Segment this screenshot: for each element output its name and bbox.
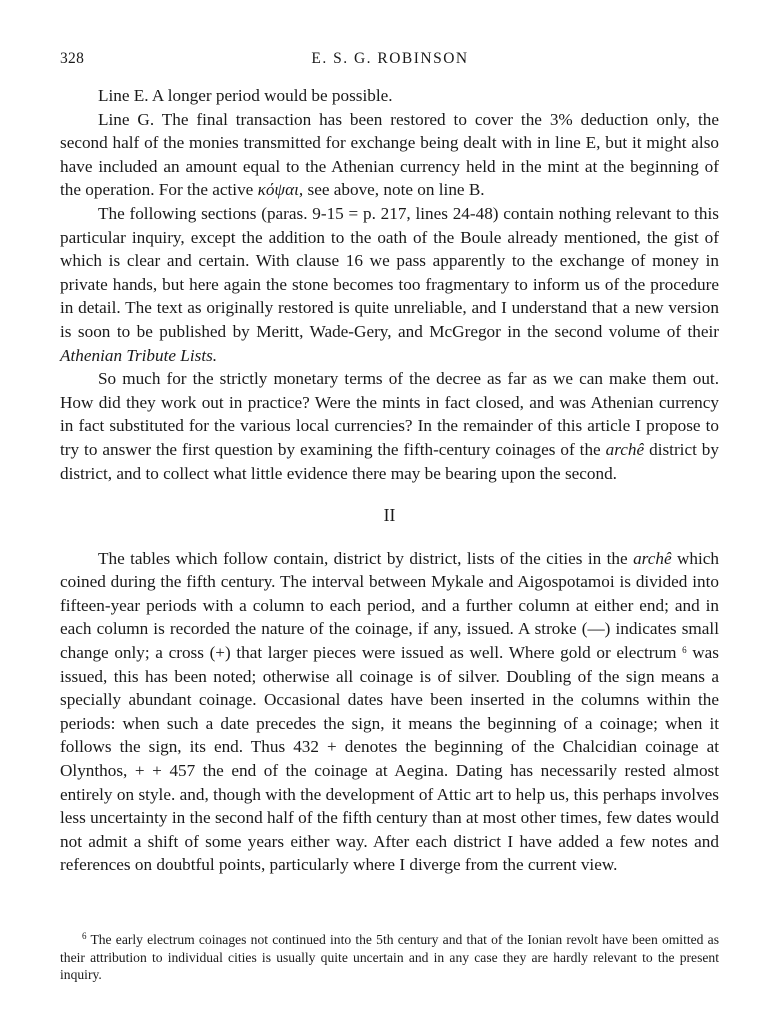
paragraph-tables [60,547,719,877]
greek-word: κόψαι, [257,180,304,200]
tables-text: The tables which follow contain, district by district, lists of the cities in the [98,548,628,568]
footnote-marker: 6 [82,931,87,941]
footnote-reference[interactable]: 6 [682,645,687,656]
footnote [60,931,719,984]
page-header [60,50,720,72]
arche-term: archê [633,548,672,568]
sections-text: The following sections (paras. 9-15 = p. 217, lines 24-48) contain nothing relevant to this particular inquiry, except the addition to the oath of the Boule already mentioned, the gist of which is clear and certain. With clause 16 we pass apparently to the exchange of money in private hands, but here again the stone becomes too fragmentary to inform us of the procedure in detail. The text as originally restored is quite unreliable, and I understand that a new version is soon to be published by Meritt, Wade-Gery, and McGregor in the second volume of their [60,203,719,341]
tables-end-text: was issued, this has been noted; otherwise all coinage is of silver. Doubling of the sign means a specially abundant coinage. Occasional dates have been inserted in the columns within the periods: when such a date precedes the sign, it means the beginning of a coinage; when it follows the sign, its end. Thus 432 + denotes the beginning of the Chalcidian coinage at Olynthos, + + 457 the end of the coinage at Aegina. Dating has necessarily rested almost entirely on style. and, though with the development of Attic art to help us, this perhaps involves less uncertainty in the second half of the fifth century than at most other times, few dates would not admit a shift of some years either way. After each district I have added a few notes and references on doubtful points, particularly where I diverge from the current view. [60,643,719,875]
running-head: E. S. G. ROBINSON [311,50,469,67]
footnote-text: The early electrum coinages not continued into the 5th century and that of the Ionian revolt have been omitted as their attribution to individual cities is usually quite uncertain and in any case they are hardly relevant to the present inquiry. [60,932,719,982]
so-much-end-text: district by district, and to collect what little evidence there may be bearing upon the second. [60,439,719,483]
line-e-text: Line E. A longer period would be possible. [98,86,393,105]
arche-term: archê [605,439,645,459]
paragraph-sections [60,202,719,367]
tables-mid-text: which coined during the fifth century. The interval between Mykale and Aigospotamoi is divided into fifteen-year periods with a column to each period, and a further column at either end; and in each column is recorded the nature of the coinage, if any, issued. A stroke (—) indicates small change only; a cross (+) that larger pieces were issued as well. Where gold or electrum [60,548,720,663]
paragraph-line-e [60,84,719,108]
atl-title: Athenian Tribute Lists. [60,345,218,365]
line-g-end-text: see above, note on line B. [307,180,485,200]
body-text [60,84,719,877]
page-number: 328 [60,50,85,67]
so-much-text: So much for the strictly monetary terms of the decree as far as we can make them out. How did they work out in practice? Were the mints in fact closed, and was Athenian currency in fact substituted for the various local currencies? In the remainder of this article I propose to try to answer the first question by examining the fifth-century coinages of the [60,369,719,459]
paragraph-so-much [60,367,719,485]
paragraph-line-g [60,108,719,202]
section-heading: II [383,505,396,526]
line-g-text: Line G. The final transaction has been restored to cover the 3% deduction only, the second half of the monies transmitted for exchange being dealt with in line E, but it might also have included an amount equal to the Athenian currency held in the mint at the beginning of the operation. For the active [60,109,719,200]
